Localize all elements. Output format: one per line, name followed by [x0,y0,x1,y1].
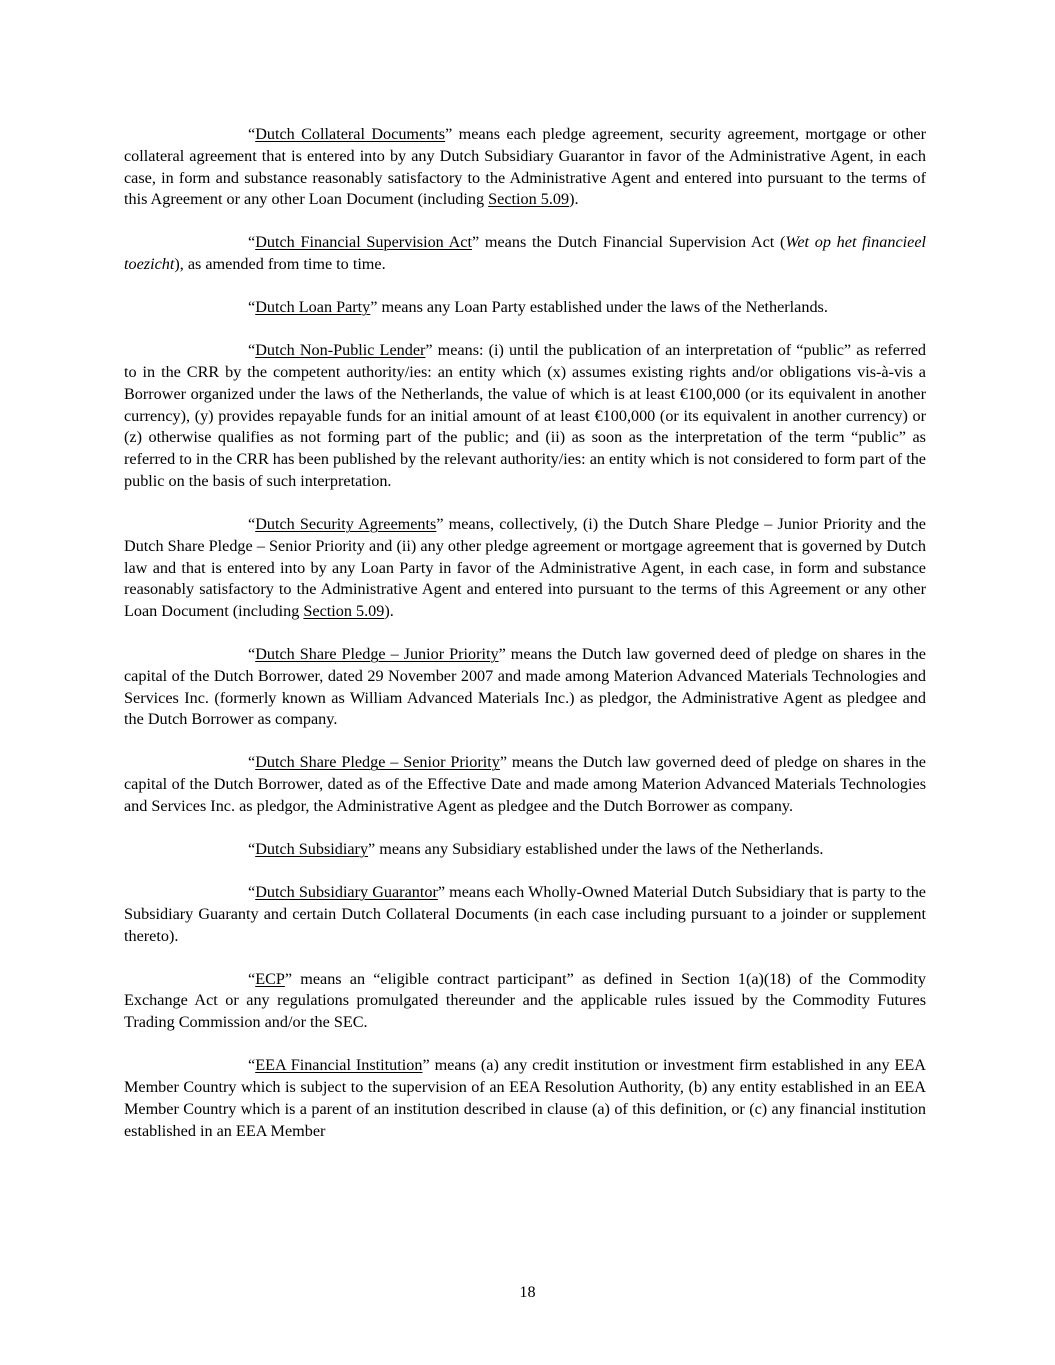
definition-text: means each pledge agreement, security agreement, mortgage or other collateral agreement that is entered into by any Dutch Subsidiary Guarantor in favor of the Administrative Agent, in each case, in form and substance reasonably satisfactory to the Administrative Agent and entered into pursuant to the terms of this Agreement or any other Loan Document (including [124,125,926,209]
definition-paragraph: “ECP” means an “eligible contract participant” as defined in Section 1(a)(18) of the Commodity Exchange Act or any regulations promulgated thereunder and the applicable rules issued by the Commodity Futures Trading Commission and/or the SEC. [124,969,926,1032]
defined-term: Dutch Collateral Documents [255,125,446,143]
defined-term: Dutch Security Agreements [255,514,437,533]
definition-text: means, collectively, (i) the Dutch Share Pledge – Junior Priority and the Dutch Share Pledge – Senior Priority and (ii) any other pledge agreement or mortgage agreement that is governed by Dutch law and that is entered into by any Loan Party in favor of the Administrative Agent, in each case, in form and substance reasonably satisfactory to the Administrative Agent and entered into pursuant to the terms of this Agreement or any other Loan Document (including [124,514,926,621]
defined-term: Dutch Subsidiary Guarantor [255,883,438,902]
section-reference: Section 5.09 [303,602,385,621]
definition-text: ). [569,190,579,209]
definition-paragraph: “Dutch Subsidiary” means any Subsidiary established under the laws of the Netherlands. [248,840,824,859]
section-reference: Section 5.09 [488,190,570,209]
defined-term: EEA Financial Institution [255,1056,423,1075]
definition-text: ). [384,602,394,621]
definition-text: means any Subsidiary established under the laws of the Netherlands. [375,840,824,859]
definition-text: means: (i) until the publication of an interpretation of “public” as referred to in the CRR by the competent authority/ies: an entity which (x) assumes existing rights and/or obligations vis-à-vis a Borrower organized under the laws of the Netherlands, the value of which is at least €100,000 (or its equivalent in another currency), (y) provides repayable funds for an initial amount of at least €100,000 (or its equivalent in another currency) or (z) otherwise qualifies as not forming part of the public; and (ii) as soon as the interpretation of the term “public” as referred to in the CRR has been published by the relevant authority/ies: an entity which is not considered to form part of the public on the basis of such interpretation. [124,341,926,490]
definition-paragraph: “Dutch Security Agreements” means, collectively, (i) the Dutch Share Pledge – Junior Priority and the Dutch Share Pledge – Senior Priority and (ii) any other pledge agreement or mortgage agreement that is governed by Dutch law and that is entered into by any Loan Party in favor of the Administrative Agent, in each case, in form and substance reasonably satisfactory to the Administrative Agent and entered into pursuant to the terms of this Agreement or any other Loan Document (including Section 5.09). [124,514,926,621]
defined-term: Dutch Financial Supervision Act [255,233,472,252]
defined-term: Dutch Loan Party [255,298,371,317]
italic-text: Wet op het financieel toezicht [124,233,927,274]
document-body [124,124,926,1142]
page-number: 18 [519,1283,536,1301]
definition-paragraph: “Dutch Collateral Documents” means each pledge agreement, security agreement, mortgage or other collateral agreement that is entered into by any Dutch Subsidiary Guarantor in favor of the Administrative Agent, in each case, in form and substance reasonably satisfactory to the Administrative Agent and entered into pursuant to the terms of this Agreement or any other Loan Document (including Section 5.09). [124,125,926,209]
defined-term: Dutch Non-Public Lender [255,341,426,360]
definition-text: means the Dutch Financial Supervision Act ( [479,233,786,252]
defined-term: Dutch Share Pledge – Junior Priority [255,645,499,664]
definition-text: means each Wholly-Owned Material Dutch Subsidiary that is party to the Subsidiary Guaranty and certain Dutch Collateral Documents (in each case including pursuant to a joinder or supplement thereto). [124,883,926,945]
definition-paragraph: “Dutch Financial Supervision Act” means the Dutch Financial Supervision Act (Wet op het financieel toezicht), as amended from time to time. [124,233,927,274]
definition-text: means any Loan Party established under the laws of the Netherlands. [377,298,828,317]
defined-term: Dutch Share Pledge – Senior Priority [255,753,500,772]
definition-paragraph: “Dutch Share Pledge – Senior Priority” means the Dutch law governed deed of pledge on shares in the capital of the Dutch Borrower, dated as of the Effective Date and made among Materion Advanced Materials Technologies and Services Inc. as pledgor, the Administrative Agent as pledgee and the Dutch Borrower as company. [124,753,926,816]
definition-paragraph: “Dutch Share Pledge – Junior Priority” means the Dutch law governed deed of pledge on shares in the capital of the Dutch Borrower, dated 29 November 2007 and made among Materion Advanced Materials Technologies and Services Inc. (formerly known as William Advanced Materials Inc.) as pledgor, the Administrative Agent as pledgee and the Dutch Borrower as company. [124,645,926,729]
definition-text: ), as amended from time to time. [174,255,386,274]
definition-paragraph: “Dutch Loan Party” means any Loan Party established under the laws of the Netherlands. [248,298,828,317]
definition-paragraph: “Dutch Subsidiary Guarantor” means each Wholly-Owned Material Dutch Subsidiary that is party to the Subsidiary Guaranty and certain Dutch Collateral Documents (in each case including pursuant to a joinder or supplement thereto). [124,883,926,945]
definition-text: means an “eligible contract participant” as defined in Section 1(a)(18) of the Commodity Exchange Act or any regulations promulgated thereunder and the applicable rules issued by the Commodity Futures Trading Commission and/or the SEC. [124,969,926,1032]
definition-paragraph: “EEA Financial Institution” means (a) any credit institution or investment firm established in any EEA Member Country which is subject to the supervision of an EEA Resolution Authority, (b) any entity established in an EEA Member Country which is a parent of an institution described in clause (a) of this definition, or (c) any financial institution established in an EEA Member [124,1056,926,1140]
definition-text: means the Dutch law governed deed of pledge on shares in the capital of the Dutch Borrower, dated 29 November 2007 and made among Materion Advanced Materials Technologies and Services Inc. (formerly known as William Advanced Materials Inc.) as pledgor, the Administrative Agent as pledgee and the Dutch Borrower as company. [124,645,926,729]
definition-paragraph: “Dutch Non-Public Lender” means: (i) until the publication of an interpretation of “public” as referred to in the CRR by the competent authority/ies: an entity which (x) assumes existing rights and/or obligations vis-à-vis a Borrower organized under the laws of the Netherlands, the value of which is at least €100,000 (or its equivalent in another currency), (y) provides repayable funds for an initial amount of at least €100,000 (or its equivalent in another currency) or (z) otherwise qualifies as not forming part of the public; and (ii) as soon as the interpretation of the term “public” as referred to in the CRR has been published by the relevant authority/ies: an entity which is not considered to form part of the public on the basis of such interpretation. [124,341,926,490]
defined-term: ECP [255,969,285,988]
definition-text: means the Dutch law governed deed of pledge on shares in the capital of the Dutch Borrower, dated as of the Effective Date and made among Materion Advanced Materials Technologies and Services Inc. as pledgor, the Administrative Agent as pledgee and the Dutch Borrower as company. [124,753,926,816]
definition-text: means (a) any credit institution or investment firm established in any EEA Member Country which is subject to the supervision of an EEA Resolution Authority, (b) any entity established in an EEA Member Country which is a parent of an institution described in clause (a) of this definition, or (c) any financial institution established in an EEA Member [124,1056,926,1140]
defined-term: Dutch Subsidiary [255,840,369,859]
